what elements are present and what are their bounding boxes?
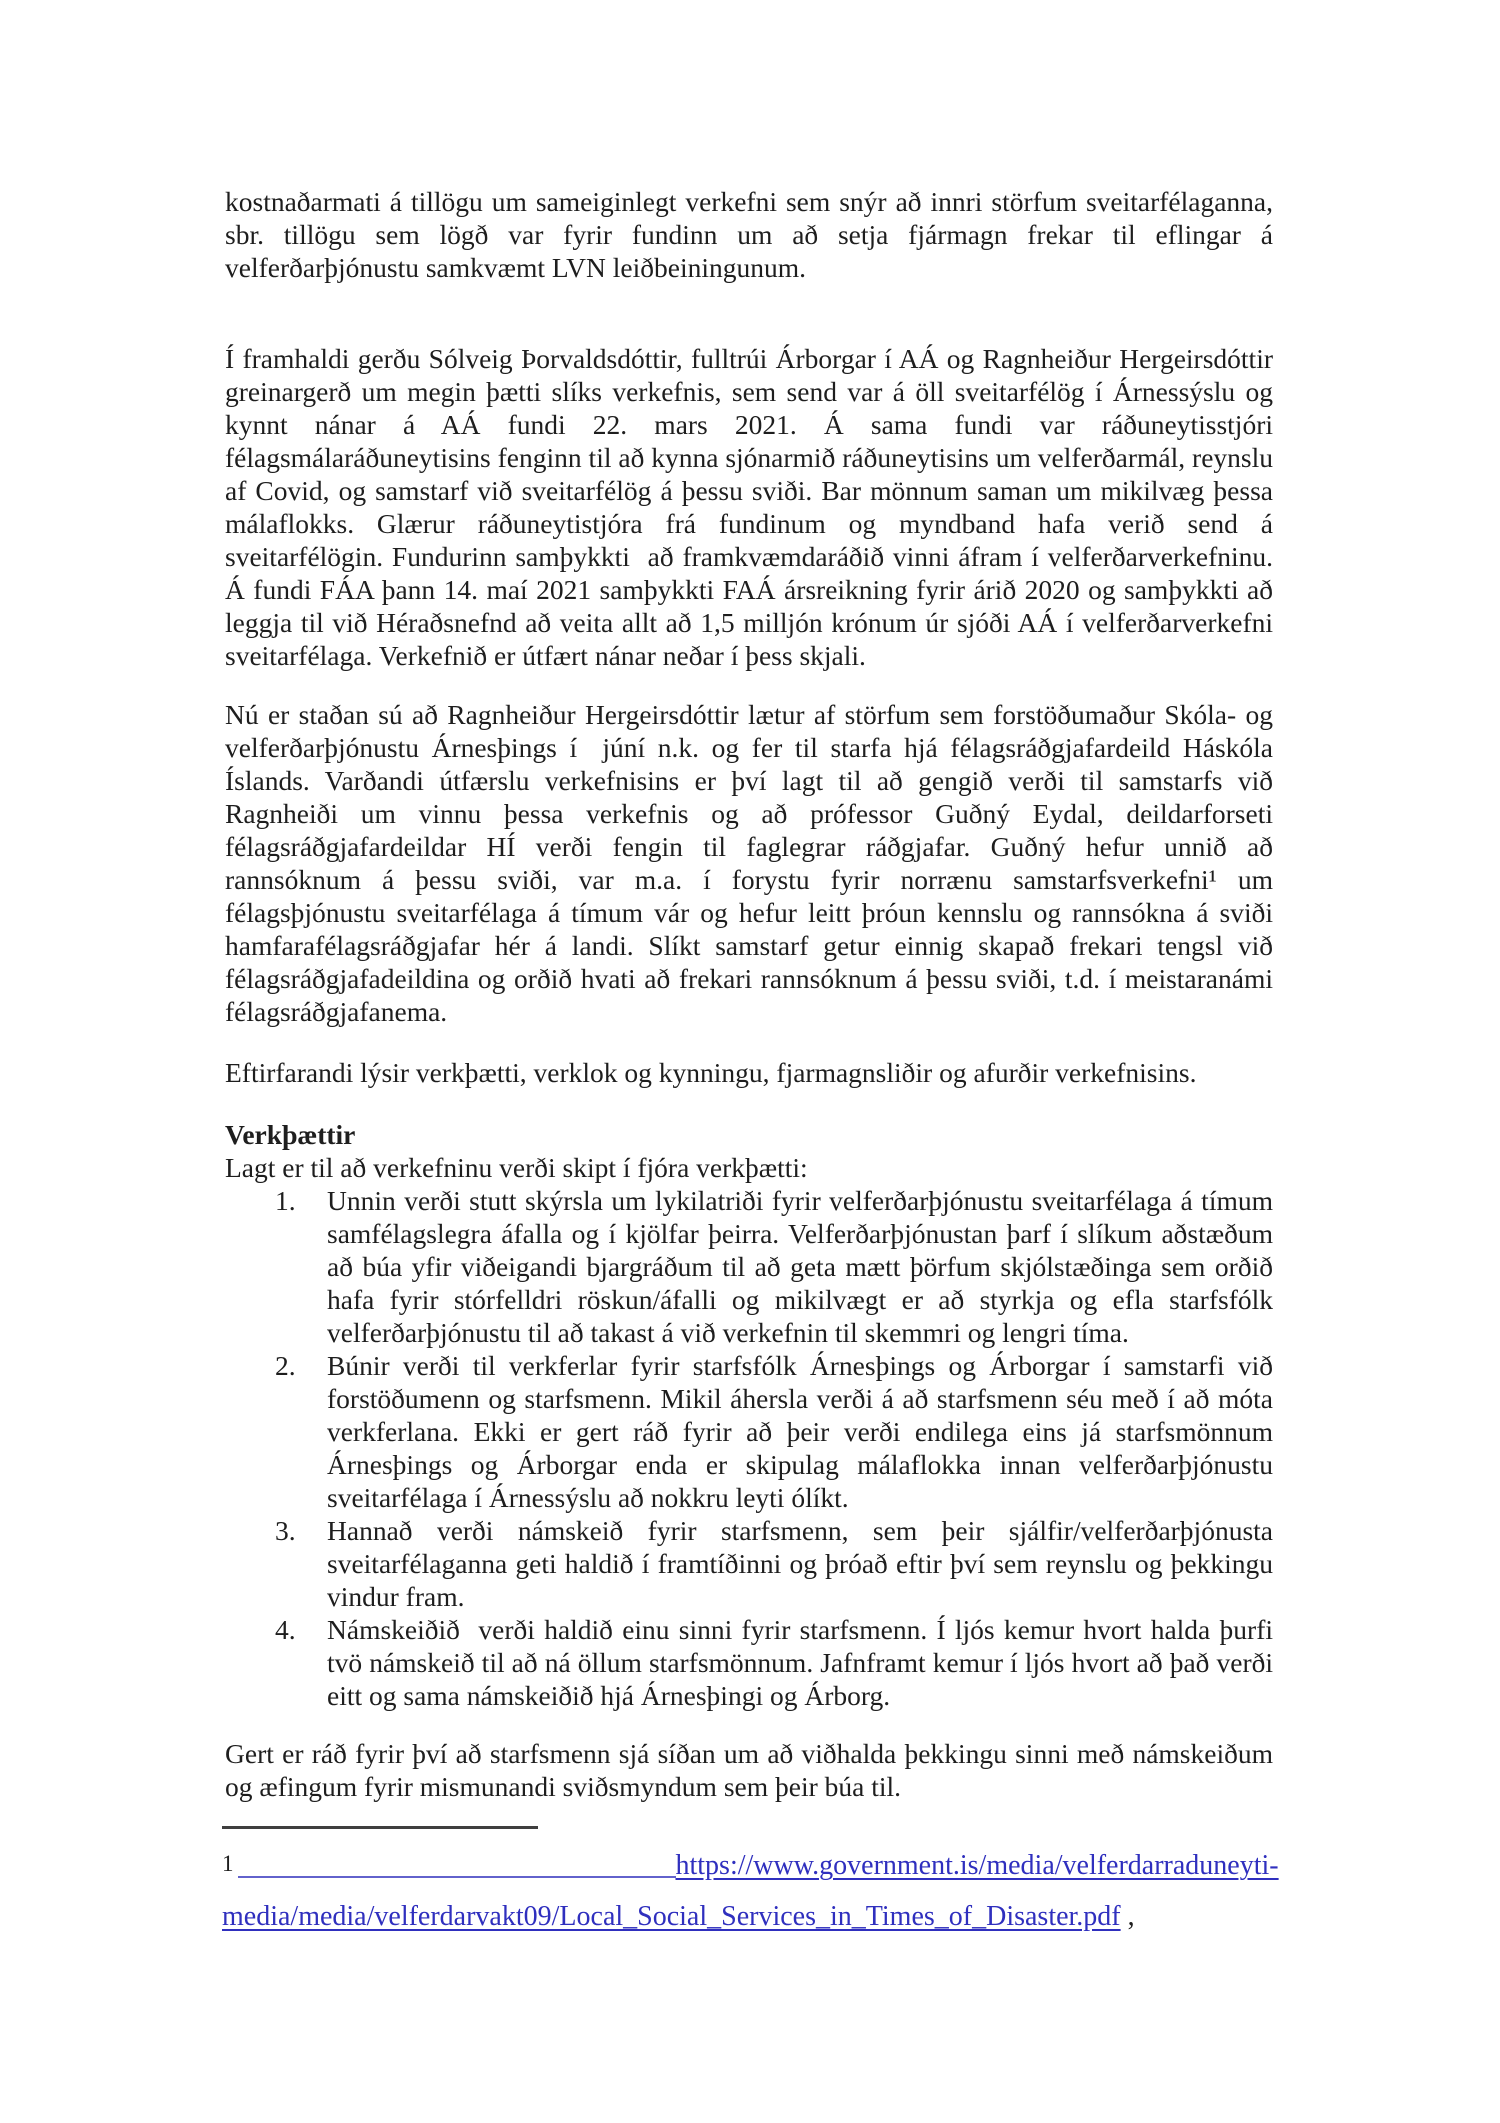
- list-item-text: Búnir verði til verkferlar fyrir starfsfólk Árnesþings og Árborgar í samstarfi við forstöðumenn og starfsmenn. Mikil áhersla verði á að starfsmenn séu með í að móta verkferlana. Ekki er gert ráð fyrir að þeir verði endilega eins já starfsmönnum Árnesþings og Árborgar enda er skipulag málaflokka innan velferðarþjónustu sveitarfélaga í Árnessýslu að nokkru leyti ólíkt.: [327, 1350, 1273, 1513]
- list-item: [225, 1184, 1273, 1349]
- list-item: [225, 1613, 1273, 1712]
- footnote-marker: 1: [222, 1851, 234, 1876]
- footnote-underline-gap: [238, 1876, 676, 1878]
- footnote-line-1: [222, 1841, 1282, 1892]
- list-item-text: Hannað verði námskeið fyrir starfsmenn, sem þeir sjálfir/velferðarþjónusta sveitarfélaganna geti haldið í framtíðinni og þróað eftir því sem reynslu og þekkingu vindur fram.: [327, 1515, 1273, 1612]
- footnote: [222, 1826, 1282, 1942]
- paragraph-current-status: Nú er staðan sú að Ragnheiður Hergeirsdóttir lætur af störfum sem forstöðumaður Skóla- og velferðarþjónustu Árnesþings í júní n.k. og fer til starfa hjá félagsráðgjafardeild Háskóla Íslands. Varðandi útfærslu verkefnisins er því lagt til að gengið verði til samstarfs við Ragnheiði um vinnu þessa verkefnis og að prófessor Guðný Eydal, deildarforseti félagsráðgjafardeildar HÍ verði fengin til faglegrar ráðgjafar. Guðný hefur unnið að rannsóknum á þessu sviði, var m.a. í forystu fyrir norrænu samstarfsverkefni¹ um félagsþjónustu sveitarfélaga á tímum vár og hefur leitt þróun kennslu og rannsókna á sviði hamfarafélagsráðgjafar hér á landi. Slíkt samstarf getur einnig skapað frekari tengsl við félagsráðgjafadeildina og orðið hvati að frekari rannsóknum á þessu sviði, t.d. í meistaranámi félagsráðgjafanema.: [225, 699, 1273, 1027]
- footnote-link-line1[interactable]: https://www.government.is/media/velferdarraduneyti-: [675, 1850, 1279, 1881]
- footnote-link-line2[interactable]: media/media/velferdarvakt09/Local_Social_Services_in_Times_of_Disaster.pdf: [222, 1901, 1121, 1932]
- list-item-text: Unnin verði stutt skýrsla um lykilatriði fyrir velferðarþjónustu sveitarfélaga á tímum samfélagslegra áfalla og í kjölfar þeirra. Velferðarþjónustan þarf í slíkum aðstæðum að búa yfir viðeigandi bjargráðum til að geta mætt þörfum skjólstæðinga sem orðið hafa fyrir stórfelldri röskun/áfalli og mikilvægt er að styrkja og efla starfsfólk velferðarþjónustu til að takast á við verkefnin til skemmri og lengri tíma.: [327, 1185, 1273, 1348]
- footnote-separator: [222, 1826, 538, 1829]
- footnote-line-2: [222, 1892, 1282, 1942]
- paragraph-closing: Gert er ráð fyrir því að starfsmenn sjá síðan um að viðhalda þekkingu sinni með námskeiðum og æfingum fyrir mismunandi sviðsmyndum sem þeir búa til.: [225, 1738, 1273, 1802]
- list-item: [225, 1349, 1273, 1514]
- list-item-number: 3.: [275, 1515, 296, 1546]
- paragraph-cost-assessment: kostnaðarmati á tillögu um sameiginlegt verkefni sem snýr að innri störfum sveitarfélaganna, sbr. tillögu sem lögð var fyrir fundinn um að setja fjármagn frekar til eflingar á velferðarþjónustu samkvæmt LVN leiðbeiningunum.: [225, 186, 1273, 283]
- list-item-text: Námskeiðið verði haldið einu sinni fyrir starfsmenn. Í ljós kemur hvort halda þurfi tvö námskeið til að ná öllum starfsmönnum. Jafnframt kemur í ljós hvort að það verði eitt og sama námskeiðið hjá Árnesþingi og Árborg.: [327, 1614, 1273, 1711]
- section-heading-verkthaettir: Verkþættir: [225, 1119, 356, 1150]
- paragraph-summary-line: Eftirfarandi lýsir verkþætti, verklok og kynningu, fjarmagnsliðir og afurðir verkefnisins.: [225, 1057, 1197, 1088]
- list-item: [225, 1514, 1273, 1613]
- paragraph-meeting-history: Í framhaldi gerðu Sólveig Þorvaldsdóttir, fulltrúi Árborgar í AÁ og Ragnheiður Hergeirsdóttir greinargerð um megin þætti slíks verkefnis, sem send var á öll sveitarfélög í Árnessýslu og kynnt nánar á AÁ fundi 22. mars 2021. Á sama fundi var ráðuneytisstjóri félagsmálaráðuneytisins fenginn til að kynna sjónarmið ráðuneytisins um velferðarmál, reynslu af Covid, og samstarf við sveitarfélög á þessu sviði. Bar mönnum saman um mikilvæg þessa málaflokks. Glærur ráðuneytistjóra frá fundinum og myndband hafa verið send á sveitarfélögin. Fundurinn samþykkti að framkvæmdaráðið vinni áfram í velferðarverkefninu. Á fundi FÁA þann 14. maí 2021 samþykkti FAÁ ársreikning fyrir árið 2020 og samþykkti að leggja til við Héraðsnefnd að veita allt að 1,5 milljón krónum úr sjóði AÁ í velferðarverkefni sveitarfélaga. Verkefnið er útfært nánar neðar í þess skjali.: [225, 343, 1273, 671]
- work-package-list: [225, 1184, 1273, 1712]
- list-item-number: 1.: [275, 1185, 296, 1216]
- list-item-number: 2.: [275, 1350, 296, 1381]
- document-content: [225, 185, 1273, 1803]
- list-item-number: 4.: [275, 1614, 296, 1645]
- section-intro: Lagt er til að verkefninu verði skipt í fjóra verkþætti:: [225, 1152, 808, 1183]
- footnote-suffix: ,: [1127, 1901, 1135, 1932]
